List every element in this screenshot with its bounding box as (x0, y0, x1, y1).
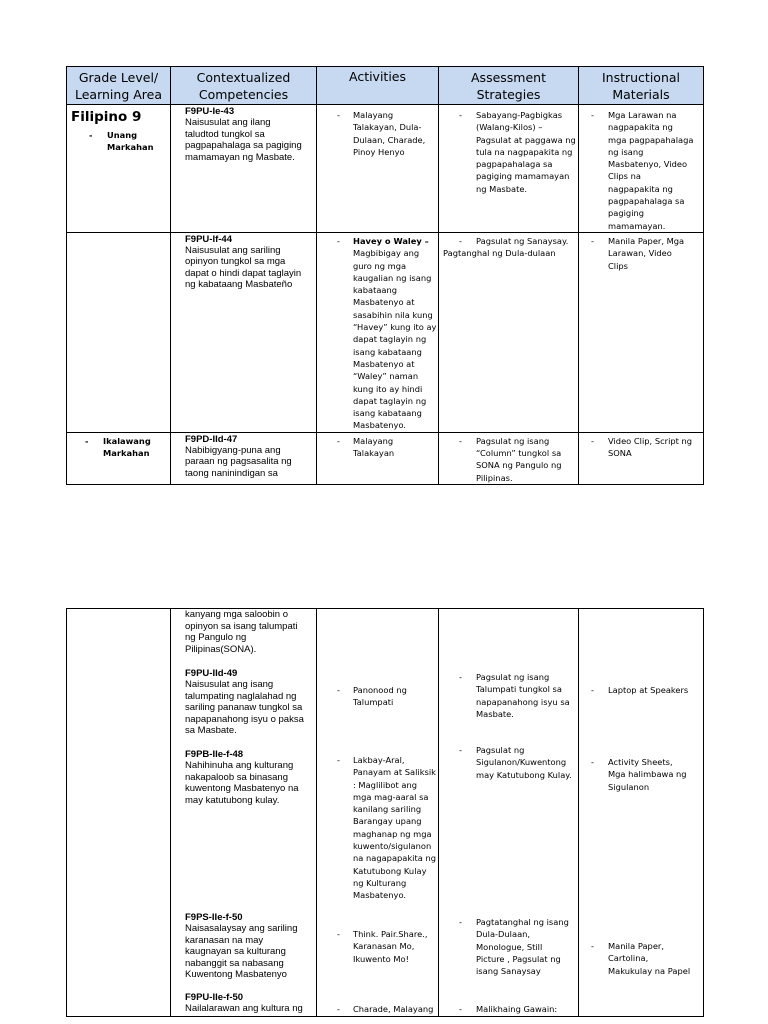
list-item: - Pagsulat ng Sigulanon/Kuwentong may Katutubong Kulay. (459, 745, 572, 780)
table-row (67, 609, 704, 1017)
list-item: - Malayang Talakayan, Dula- Dulaan, Charade, Pinoy Henyo (337, 110, 426, 157)
list-item: - Video Clip, Script ng SONA (591, 435, 693, 459)
competency-text: Nailalarawan ang kultura ng (185, 1003, 303, 1014)
competency-cell (171, 609, 317, 1017)
grade-cell (67, 432, 171, 484)
header-competencies: Contextualized Competencies (171, 67, 317, 105)
competency-block (185, 912, 297, 981)
competency-code: F9PU-If-44 (185, 233, 232, 245)
list-item: - Pagtatanghal ng isang Dula-Dulaan, Monologue, Still Picture , Pagsulat ng isang Sanaysay (459, 917, 569, 977)
header-row (67, 67, 704, 105)
activity-cell (317, 432, 439, 484)
list-item: - Panonood ng Talumpati (337, 685, 407, 708)
competency-text: Nahihinuha ang kulturang nakapaloob sa binasang kuwentong Masbatenyo na may katutubong kulay. (185, 760, 299, 806)
competency-code: F9PS-IIe-f-50 (185, 912, 243, 923)
assessment-text: Pagtanghal ng Dula-dulaan (443, 248, 556, 259)
competency-block (185, 668, 304, 737)
materials-cell (579, 232, 704, 432)
header-assessment: Assessment Strategies (439, 67, 579, 105)
list-item: - Laptop at Speakers (591, 685, 689, 695)
grade-cell (67, 105, 171, 233)
competency-block (185, 749, 299, 806)
competency-text: Naisasalaysay ang sariling karanasan na may kaugnayan sa kulturang nabanggit sa nabasang Kuwentong Masbatenyo (185, 923, 298, 980)
list-item: - Manila Paper, Mga Larawan, Video Clips (591, 235, 685, 271)
table-row (67, 432, 704, 484)
competency-code: F9PU-IIe-f-50 (185, 992, 244, 1003)
activity-cell (317, 105, 439, 233)
grade-cell (67, 232, 171, 432)
list-item: - Pagsulat ng Sanaysay. (459, 235, 569, 246)
grade-level-label: Filipino 9 (71, 109, 142, 125)
list-item: - Manila Paper, Cartolina, Makukulay na Papel (591, 941, 691, 976)
materials-cell (579, 432, 704, 484)
competency-text: Naisusulat ang sariling opinyon tungkol sa mga dapat o hindi dapat taglayin ng kabataang Masbateño (185, 244, 302, 291)
activity-cell (317, 232, 439, 432)
header-activities: Activities (317, 67, 439, 105)
assessment-cell (439, 232, 579, 432)
curriculum-table-continued (66, 608, 704, 1017)
assessment-cell (439, 105, 579, 233)
competency-text: kanyang mga saloobin o opinyon sa isang talumpati ng Pangulo ng Pilipinas(SONA). (185, 609, 298, 655)
materials-cell (579, 609, 704, 1017)
curriculum-table-top (66, 66, 704, 485)
list-item: - Havey o Waley – Magbibigay ang guro ng mga kaugalian ng isang kabataang Masbatenyo at sasabihin nila kung “Havey” kung ito ay dapat taglayin ng isang kabataang Masbatenyo at “Waley” naman kung ito ay hindi dapat taglayin ng isang kabataang Masbatenyo. (337, 235, 437, 431)
quarter-label: - Ikalawang Markahan (85, 435, 151, 458)
competency-code: F9PB-IIe-f-48 (185, 749, 244, 760)
list-item: - Lakbay-Aral, Panayam at Saliksik : Maglilibot ang mga mag-aaral sa kanilang sariling Barangay upang maghanap ng mga kuwento/sigulanon na nagapapakita ng Katutubong Kulay ng Kulturang Masbatenyo. (337, 755, 436, 901)
competency-code: F9PU-IId-49 (185, 668, 238, 679)
table-row (67, 105, 704, 233)
header-grade-level: Grade Level/ Learning Area (67, 67, 171, 105)
list-item: - Activity Sheets, Mga halimbawa ng Sigulanon (591, 757, 687, 792)
list-item: - Think. Pair.Share., Karanasan Mo, Ikuwento Mo! (337, 929, 428, 964)
list-item: - Charade, Malayang (337, 1004, 434, 1014)
quarter-label: - Unang Markahan (89, 130, 154, 152)
list-item: - Pagsulat ng isang “Column” tungkol sa SONA ng Pangulo ng Pilipinas. (459, 435, 562, 483)
competency-cell (171, 432, 317, 484)
assessment-cell (439, 609, 579, 1017)
list-item: - Malayang Talakayan (337, 435, 395, 459)
competency-text: Naisusulat ang ilang taludtod tungkol sa pagpapahalaga sa pagiging mamamayan ng Masbate. (185, 117, 302, 163)
activity-cell (317, 609, 439, 1017)
list-item: - Mga Larawan na nagpapakita ng mga pagpapahalaga ng isang Masbatenyo, Video Clips na nagpapakita ng pagpapahalaga sa pagiging mamamayan. (591, 110, 694, 231)
grade-cell (67, 609, 171, 1017)
materials-cell (579, 105, 704, 233)
list-item: - Malikhaing Gawain: (459, 1004, 558, 1014)
competency-code: F9PU-Ie-43 (185, 106, 235, 117)
list-item: - Sabayang-Pagbigkas (Walang-Kilos) – Pagsulat at paggawa ng tula na nagpapakita ng pagpapahalaga sa pagiging mamamayan ng Masbate. (459, 110, 576, 194)
assessment-cell (439, 432, 579, 484)
competency-cell (171, 105, 317, 233)
competency-cell (171, 232, 317, 432)
competency-code: F9PD-IId-47 (185, 433, 238, 445)
competency-text: Nabibigyang-puna ang paraan ng pagsasalita ng taong naninindigan sa (185, 444, 292, 479)
table-row (67, 232, 704, 432)
competency-text: Naisusulat ang isang talumpating naglalahad ng sariling pananaw tungkol sa napapanahong isyu o paksa sa Masbate. (185, 679, 304, 736)
list-item: - Pagsulat ng isang Talumpati tungkol sa napapanahong isyu sa Masbate. (459, 672, 570, 719)
competency-block (185, 992, 303, 1015)
header-materials: Instructional Materials (579, 67, 704, 105)
